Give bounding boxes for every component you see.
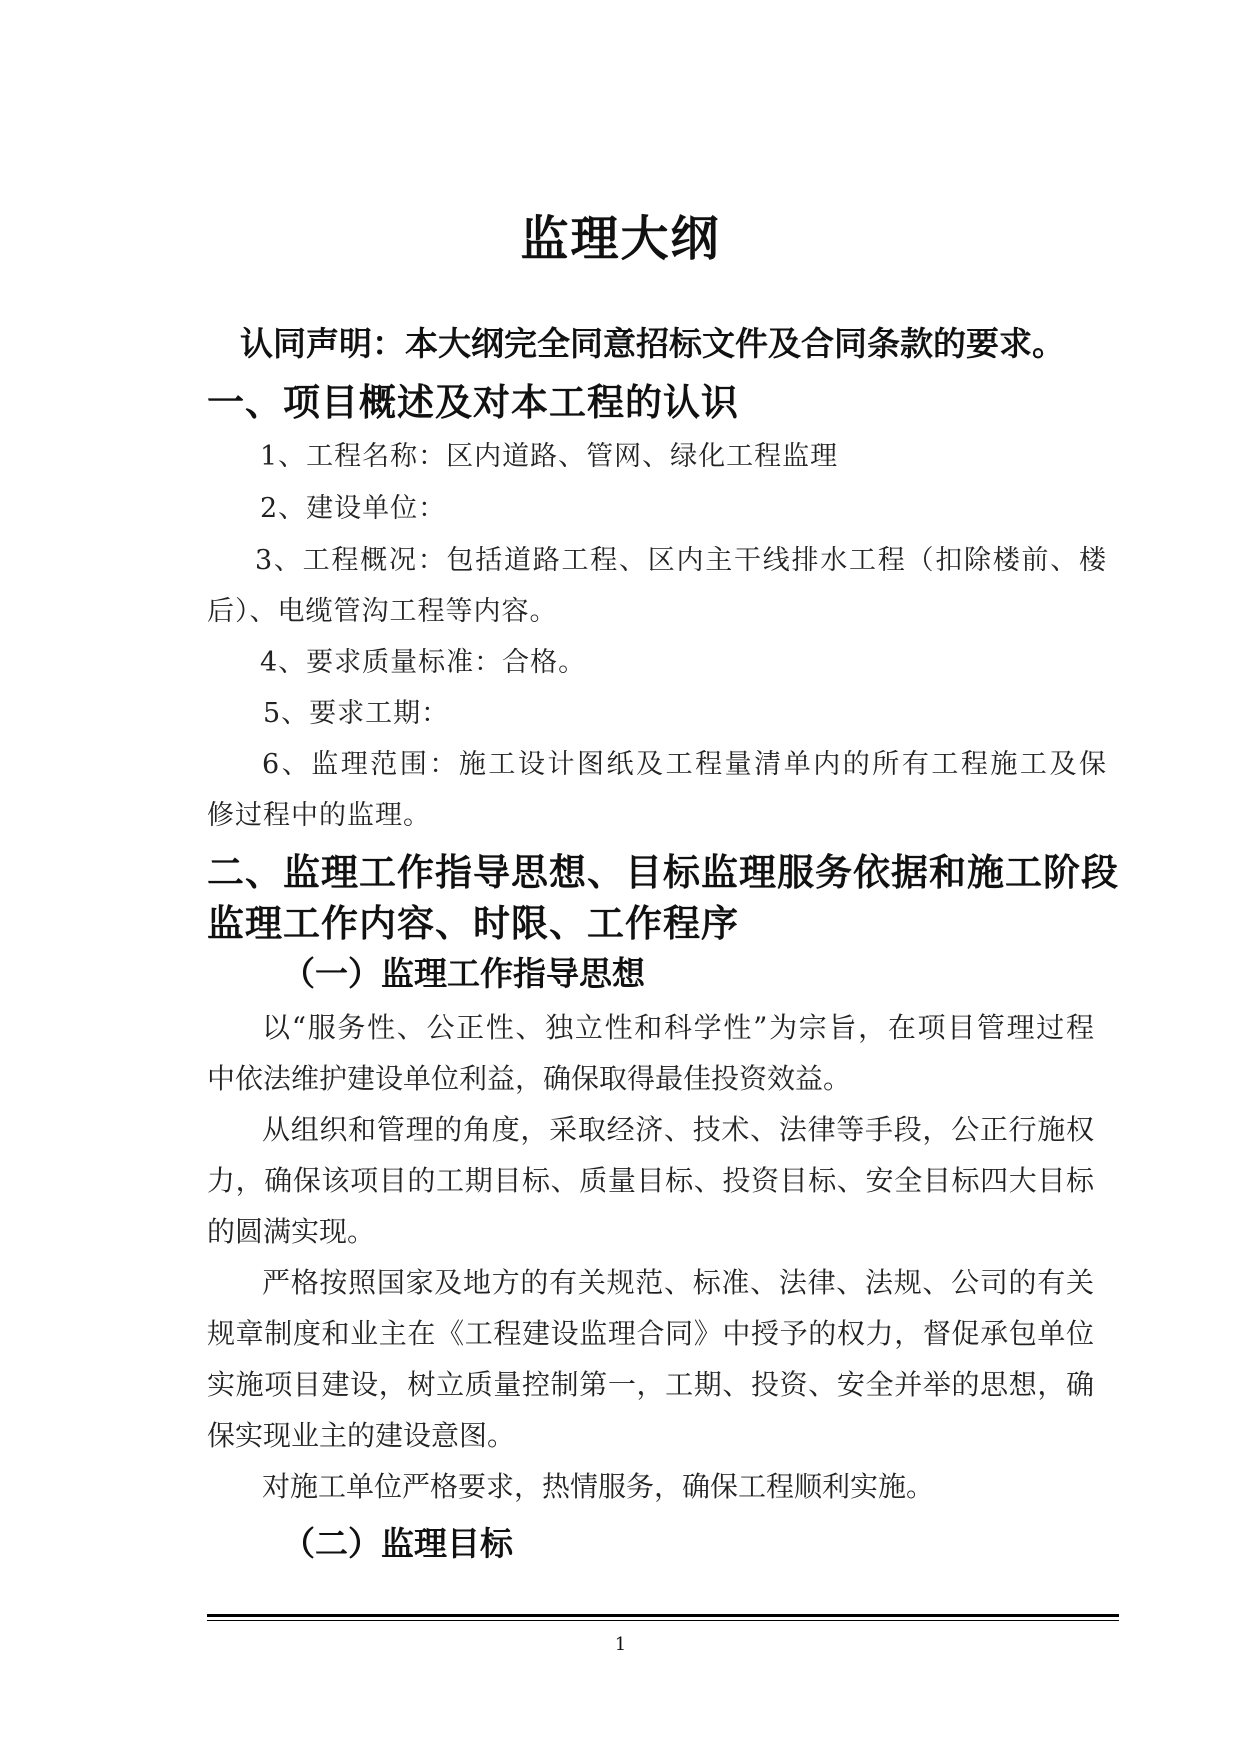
quality-standard-line: 4、要求质量标准：合格。 <box>260 647 587 678</box>
guideline-line: 保实现业主的建设意图。 <box>207 1419 516 1452</box>
subsection-2-heading: （二）监理目标 <box>282 1524 513 1563</box>
guideline-line: 严格按照国家及地方的有关规范、标准、法律、法规、公司的有关 <box>262 1266 1094 1299</box>
document-title: 监理大纲 <box>520 211 721 267</box>
duration-line: 5、要求工期： <box>263 698 450 729</box>
section-1-heading: 一、项目概述及对本工程的认识 <box>207 380 739 424</box>
guideline-line: 力，确保该项目的工期目标、质量目标、投资目标、安全目标四大目标 <box>207 1164 1094 1197</box>
overview-line-1: 3、工程概况：包括道路工程、区内主干线排水工程（扣除楼前、楼 <box>255 545 1107 576</box>
section-2-heading-line-2: 监理工作内容、时限、工作程序 <box>207 901 739 945</box>
guideline-line: 规章制度和业主在《工程建设监理合同》中授予的权力，督促承包单位 <box>207 1317 1094 1350</box>
scope-line-1: 6、监理范围：施工设计图纸及工程量清单内的所有工程施工及保 <box>262 749 1107 780</box>
page-number: 1 <box>614 1634 627 1655</box>
subsection-1-heading: （一）监理工作指导思想 <box>282 954 645 993</box>
project-name-line: 1、工程名称：区内道路、管网、绿化工程监理 <box>260 441 839 472</box>
section-2-heading-line-1: 二、监理工作指导思想、目标监理服务依据和施工阶段 <box>207 850 1119 894</box>
guideline-line: 实施项目建设，树立质量控制第一，工期、投资、安全并举的思想，确 <box>207 1368 1094 1401</box>
guideline-line: 的圆满实现。 <box>207 1215 376 1248</box>
guideline-line: 对施工单位严格要求，热情服务，确保工程顺利实施。 <box>262 1470 935 1503</box>
guideline-line: 以“服务性、公正性、独立性和科学性”为宗旨，在项目管理过程 <box>262 1011 1094 1044</box>
guideline-line: 中依法维护建设单位利益，确保取得最佳投资效益。 <box>207 1062 852 1095</box>
client-line: 2、建设单位： <box>260 493 447 524</box>
footer-rule <box>207 1614 1119 1617</box>
scope-line-2: 修过程中的监理。 <box>207 800 431 831</box>
guideline-line: 从组织和管理的角度，采取经济、技术、法律等手段，公正行施权 <box>262 1113 1094 1146</box>
footer-rule-thin <box>207 1620 1119 1621</box>
acceptance-statement: 认同声明：本大纲完全同意招标文件及合同条款的要求。 <box>240 324 1065 363</box>
overview-line-2: 后）、电缆管沟工程等内容。 <box>207 596 558 627</box>
